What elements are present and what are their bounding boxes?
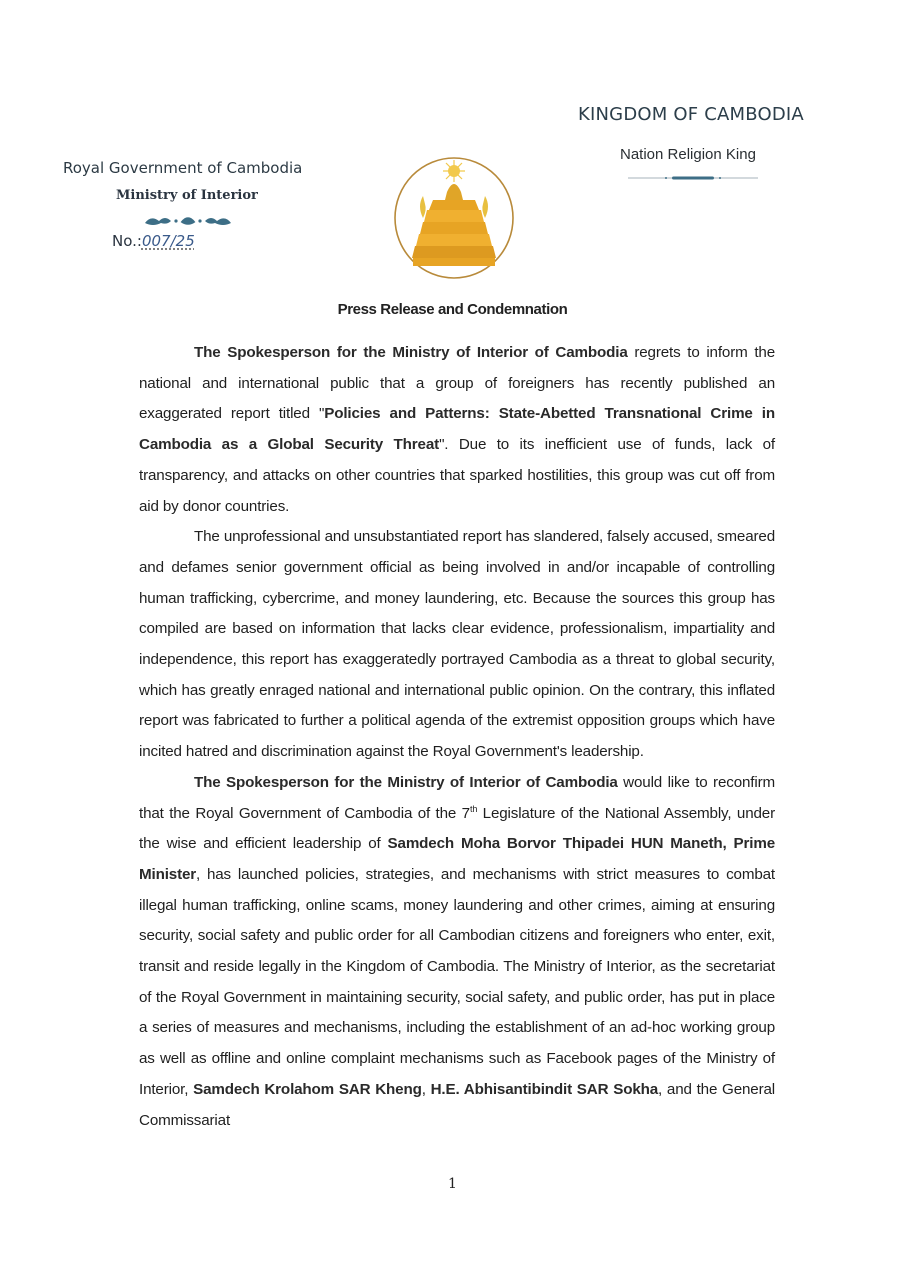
ministry-name: Ministry of Interior [116, 188, 258, 203]
government-name: Royal Government of Cambodia [63, 159, 303, 177]
royal-emblem-icon [393, 156, 515, 280]
superscript-text: th [469, 803, 478, 814]
paragraph-text: regrets to inform the national and international public that a group of foreigners has recently published an exaggerated report titled " [139, 344, 775, 423]
emphasized-text: Samdech Moha Borvor Thipadei HUN Maneth, Prime Minister [139, 835, 775, 883]
document-number-label: No.: [112, 232, 142, 250]
paragraph-text: , [421, 1080, 431, 1098]
emphasized-text: Policies and Patterns: State-Abetted Transnational Crime in Cambodia as a Global Security Threat [139, 405, 776, 454]
emphasized-text: The Spokesperson for the Ministry of Interior of Cambodia [194, 344, 628, 361]
paragraph-text: Legislature of the National Assembly, under the wise and efficient leadership of [139, 804, 775, 853]
national-motto: Nation Religion King [620, 146, 756, 163]
paragraph-text: , and the General Commissariat [139, 1080, 776, 1129]
paragraph-text: , has launched policies, strategies, and mechanisms with strict measures to combat illegal human trafficking, online scams, money laundering and other crimes, aiming at ensuring security, social safety and public order for all Cambodian citizens and foreigners who enter, exit, transit and reside legally in the Kingdom of Cambodia. The Ministry of Interior, as the secretariat of the Royal Government in maintaining security, social safety, and public order, has put in place a series of measures and mechanisms, including the establishment of an ad-hoc working group as well as offline and online complaint mechanisms such as Facebook pages of the Ministry of Interior, [139, 865, 775, 1098]
emphasized-text: H.E. Abhisantibindit SAR Sokha [430, 1080, 659, 1098]
motto-ornament-icon [628, 175, 758, 181]
document-number-value: 007/25 [141, 232, 195, 250]
emphasized-text: The Spokesperson for the Ministry of Interior of Cambodia [194, 773, 618, 791]
kingdom-heading: KINGDOM OF CAMBODIA [578, 104, 804, 125]
page-number: 1 [448, 1176, 457, 1192]
paragraph-text: would like to reconfirm that the Royal Government of Cambodia of the 7 [139, 773, 775, 822]
document-title: Press Release and Condemnation [337, 301, 568, 318]
paragraph-text: The unprofessional and unsubstantiated report has slandered, falsely accused, smeared and defames senior government official as being involved in and/or incapable of controlling human trafficking, cybercrime, and money laundering, etc. Because the sources this group has compiled are based on information that lacks clear evidence, professionalism, impartiality and independence, this report has exaggeratedly portrayed Cambodia as a threat to global security, which has greatly enraged national and international public opinion. On the contrary, this inflated report was fabricated to further a political agenda of the extremist opposition groups which have incited hatred and discrimination against the Royal Government's leadership. [139, 528, 775, 761]
document-body [139, 338, 775, 1136]
paragraph [139, 522, 775, 768]
paragraph [139, 768, 775, 1136]
ministry-ornament-icon [143, 215, 233, 227]
emphasized-text: Samdech Krolahom SAR Kheng [193, 1080, 422, 1098]
document-number [112, 232, 195, 250]
paragraph-text: ". Due to its inefficient use of funds, lack of transparency, and attacks on other countries that sparked hostilities, this group was cut off from aid by donor countries. [139, 436, 775, 515]
paragraph [139, 338, 775, 522]
